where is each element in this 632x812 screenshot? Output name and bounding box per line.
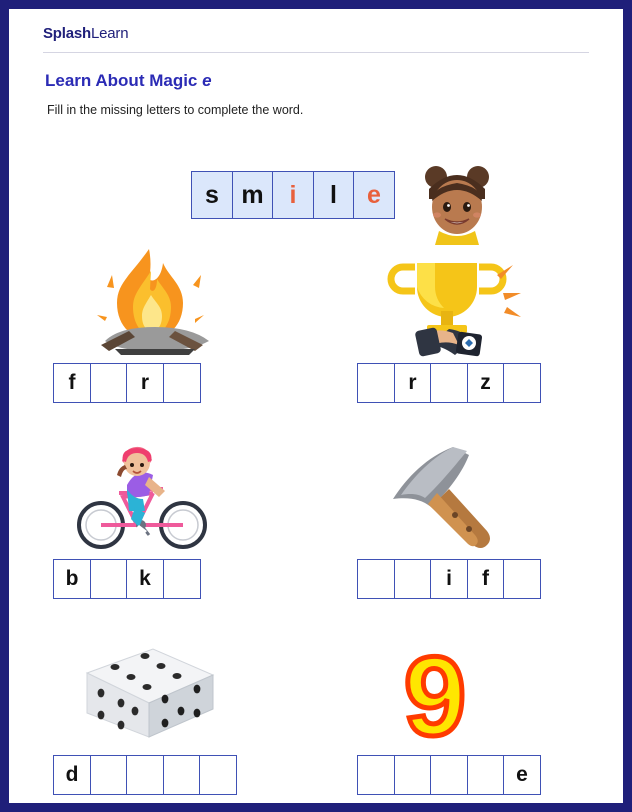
svg-text:9: 9	[403, 637, 467, 749]
word-boxes-knife	[357, 559, 541, 599]
example-letter-cell[interactable]: m	[232, 171, 274, 219]
letter-cell[interactable]	[430, 363, 468, 403]
letter-cell[interactable]: i	[430, 559, 468, 599]
letter-cell[interactable]	[357, 363, 395, 403]
letter-cell[interactable]: e	[503, 755, 541, 795]
campfire-icon	[53, 245, 253, 355]
word-boxes-dice	[53, 755, 237, 795]
example-letter-cell[interactable]: s	[191, 171, 233, 219]
word-boxes-nine	[357, 755, 541, 795]
letter-cell[interactable]	[90, 363, 128, 403]
letter-cell[interactable]	[503, 363, 541, 403]
letter-cell[interactable]	[163, 755, 201, 795]
word-boxes-bike	[53, 559, 201, 599]
page-title-text: Learn About Magic	[45, 71, 203, 90]
example-letter-cell[interactable]: i	[272, 171, 314, 219]
brand-name-bold: Splash	[43, 25, 91, 42]
example-letter-cell[interactable]: e	[353, 171, 395, 219]
letter-cell[interactable]	[90, 755, 128, 795]
letter-cell[interactable]: r	[126, 363, 164, 403]
girl-face-icon	[411, 159, 503, 250]
example-letter-cell[interactable]: l	[313, 171, 355, 219]
page-title-magic-letter: e	[202, 71, 212, 90]
letter-cell[interactable]: d	[53, 755, 91, 795]
letter-cell[interactable]	[199, 755, 237, 795]
letter-cell[interactable]	[503, 559, 541, 599]
letter-cell[interactable]: k	[126, 559, 164, 599]
letter-cell[interactable]	[394, 559, 432, 599]
example-word-boxes	[191, 171, 395, 219]
letter-cell[interactable]	[90, 559, 128, 599]
dice-icon	[53, 637, 253, 747]
header-divider	[43, 52, 589, 53]
letter-cell[interactable]	[163, 363, 201, 403]
letter-cell[interactable]: b	[53, 559, 91, 599]
kitchen-knife-icon	[357, 441, 557, 551]
letter-cell[interactable]	[126, 755, 164, 795]
letter-cell[interactable]	[467, 755, 505, 795]
brand-name-light: Learn	[90, 25, 129, 42]
number-nine-icon	[357, 637, 557, 747]
letter-cell[interactable]: r	[394, 363, 432, 403]
trophy-icon	[357, 245, 557, 355]
word-boxes-fire	[53, 363, 201, 403]
word-boxes-prize	[357, 363, 541, 403]
letter-cell[interactable]	[357, 559, 395, 599]
letter-cell[interactable]	[357, 755, 395, 795]
instruction-text: Fill in the missing letters to complete the word.	[47, 103, 304, 117]
letter-cell[interactable]: f	[467, 559, 505, 599]
letter-cell[interactable]	[430, 755, 468, 795]
letter-cell[interactable]	[394, 755, 432, 795]
brand-logo	[43, 25, 589, 52]
letter-cell[interactable]: f	[53, 363, 91, 403]
letter-cell[interactable]	[163, 559, 201, 599]
page-title	[45, 71, 589, 91]
letter-cell[interactable]: z	[467, 363, 505, 403]
girl-on-bicycle-icon	[53, 441, 253, 551]
